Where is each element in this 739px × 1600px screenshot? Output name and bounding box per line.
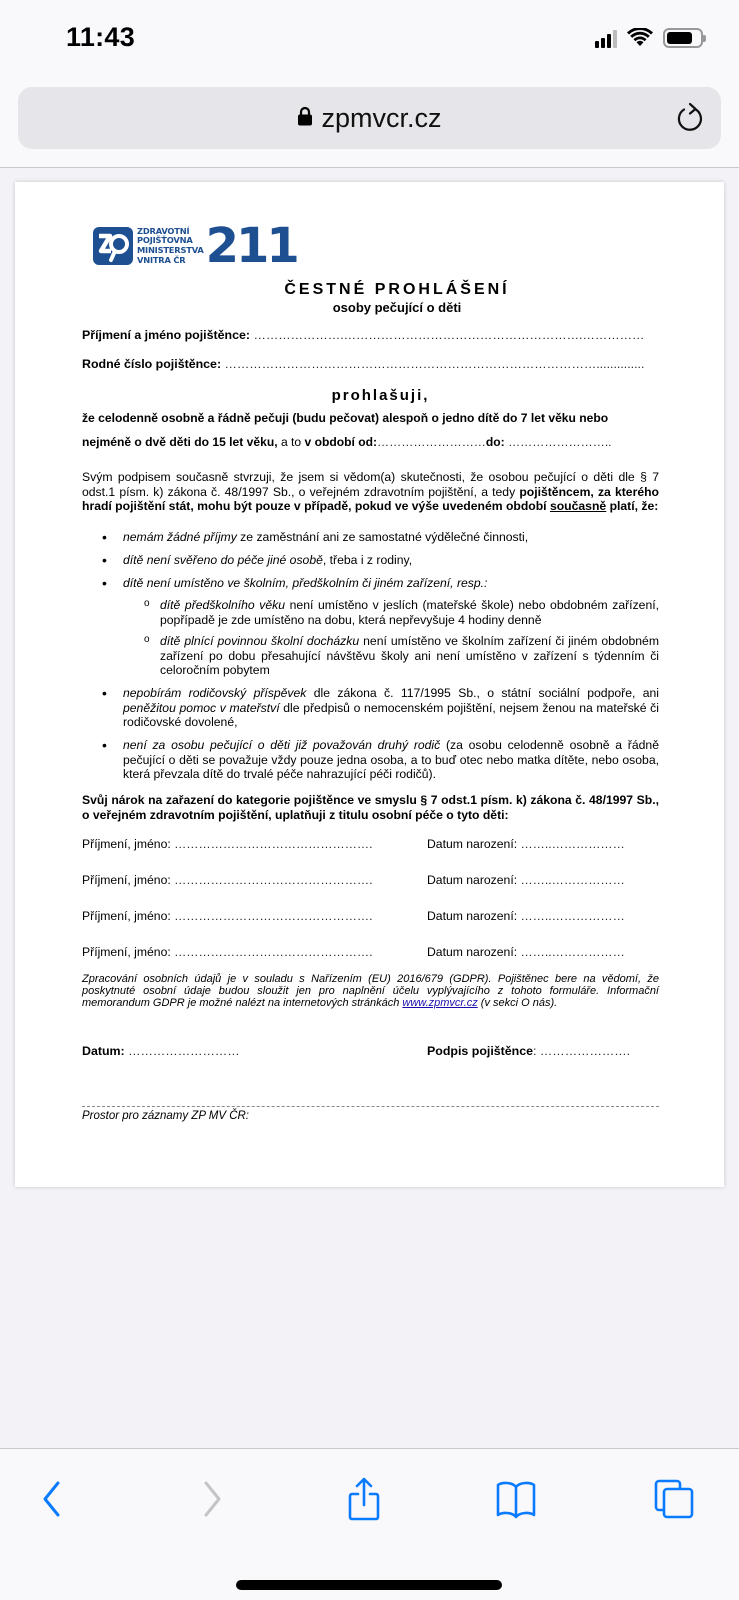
text-italic: nepobírám rodičovský příspěvek [123,686,307,700]
book-icon [494,1479,538,1519]
logo-line: ZDRAVOTNÍ [137,225,190,236]
text-bold: nejméně o dvě děti do 15 let věku, [82,435,278,449]
pdf-document-page [15,182,724,1187]
logo-text [137,227,204,265]
child-row [82,837,662,851]
text: , třeba i z rodiny, [322,553,413,567]
field-label: Příjmení a jméno pojištěnce: [82,328,251,342]
declaration-line-2 [82,435,662,449]
zpmvcr-link[interactable]: www.zpmvcr.cz [402,997,478,1010]
text-underlined: současně [549,499,607,514]
text-italic: dítě plnící povinnou školní docházku [160,634,360,648]
text-italic: dítě není svěřeno do péče jiné osobě [123,553,323,567]
sub-condition-item [160,634,659,678]
period-from-label: v období od: [304,435,378,449]
text: dle zákona č. 117/1995 Sb., o státní sociální podpoře, ani [306,686,659,700]
child-birth-label: Datum narození: [427,945,518,959]
records-label: Prostor pro záznamy ZP MV ČR: [82,1110,250,1122]
condition-item [123,530,659,545]
signature-label: Podpis pojištěnce [427,1044,534,1058]
child-name-label: Příjmení, jméno: [82,945,171,959]
condition-item [123,576,659,591]
url-text[interactable]: zpmvcr.cz [321,102,442,133]
text: (v sekci O nás). [477,997,558,1010]
claim-paragraph: Svůj nárok na zařazení do kategorie pojištěnce ve smyslu § 7 odst.1 písm. k) zákona č. 48/1997 Sb., o veřejném zdravotním pojištění, uplatňuji z titulu osobní péče o tyto děti: [82,793,659,822]
document-subtitle: osoby pečující o děti [332,300,462,315]
child-birth-label: Datum narození: [427,909,518,923]
text: Zpracování osobních údajů je v souladu s Nařízením (EU) 2016/679 (GDPR). Pojištěnec bere na vědomí, že poskytnuté osobní údaje budou sloužit jen pro naplnění účelu vyplývajícího z tohoto formuláře. Informační memorandum GDPR je možné nalézt na internetových stránkách [82,973,659,1010]
child-name-label: Příjmení, jméno: [82,837,171,851]
text: (za osobu celodenně osobně a řádně pečující o děti se považuje vždy pouze jedna osoba, a to buď otec nebo matka dítěte, nebo osoba, která převzala dítě do trvalé péče nahrazující péči rodičů). [123,738,659,782]
text-bold: platí, že: [606,499,659,514]
child-birth-blank: ……..……………… [517,873,625,887]
lock-icon [297,106,313,126]
forward-button[interactable] [190,1477,234,1521]
child-name-label: Příjmení, jméno: [82,909,171,923]
document-title: ČESTNÉ PROHLÁŠENÍ [284,281,510,298]
zp-logo-mark-icon [93,227,133,265]
reload-icon[interactable] [673,101,707,135]
text: a to [277,435,305,449]
field-blank: ………………….………………………………………………….…………… [250,328,645,342]
sub-condition-item [160,598,659,627]
child-birth-blank: ……..……………… [517,945,625,959]
child-row [82,909,662,923]
date-blank: ……………………… [124,1044,240,1058]
text: Svým podpisem současně stvrzuji, že jsem si vědom(a) skutečnosti, že osobou pečující o děti dle § 7 odst.1 písm. k) zákona č. 48/1997 Sb., o veřejném zdravotním pojištění, a tedy [82,470,659,499]
declaration-line-1: že celodenně osobně a řádně pečuji (budu pečovat) alespoň o jedno dítě do 7 let věku nebo [82,411,609,425]
browser-bottom-toolbar [0,1448,739,1600]
child-name-blank: …………………………………………. [170,945,373,959]
text-italic: dítě není umístěno ve školním, předškolním či jiném zařízení, resp.: [123,576,488,590]
child-birth-label: Datum narození: [427,837,518,851]
logo-line: VNITRA ČR [137,254,186,265]
text-italic: není za osobu pečující o děti již považován druhý rodič [123,738,441,752]
confirmation-paragraph [82,470,659,514]
text: dle předpisů o nemocenském pojištění, nejsem ženou na mateřské či rodičovské dovolené, [123,700,659,730]
period-to-label: do: [485,435,505,449]
insurer-logo [93,218,297,274]
records-divider [82,1106,659,1107]
period-from-blank: ……………………… [377,435,486,449]
child-row [82,873,662,887]
tabs-button[interactable] [652,1477,696,1521]
address-bar[interactable] [18,87,721,149]
child-name-blank: …………………………………………. [170,837,373,851]
status-icons [595,28,703,48]
text-italic: peněžitou pomoc v mateřství [123,700,280,715]
birth-number-field [82,357,662,371]
condition-item [123,686,659,730]
child-birth-blank: ……..……………… [517,837,625,851]
text: ze zaměstnání ani ze samostatné výdělečné činnosti, [236,530,529,544]
signature-blank: : …………………. [533,1044,631,1058]
condition-item [123,553,659,568]
share-icon [346,1477,382,1521]
date-label: Datum: [82,1044,125,1058]
insured-name-field [82,328,662,342]
logo-number: 211 [205,218,297,274]
child-row [82,945,662,959]
signature-row [82,1044,662,1058]
child-birth-blank: ……..……………… [517,909,625,923]
condition-item [123,738,659,782]
field-label: Rodné číslo pojištěnce: [82,357,222,371]
share-button[interactable] [342,1477,386,1521]
battery-icon [663,28,703,48]
browser-top-chrome [0,0,739,168]
gdpr-notice [82,973,659,1010]
child-name-blank: …………………………………………. [170,873,373,887]
cellular-signal-icon [595,28,617,48]
wifi-icon [627,28,653,48]
child-name-blank: …………………………………………. [170,909,373,923]
declaration-heading: prohlašuji, [331,387,430,404]
text-italic: dítě předškolního věku [160,598,286,612]
text-italic: nemám žádné příjmy [123,530,237,544]
child-name-label: Příjmení, jméno: [82,873,171,887]
logo-line: POJIŠŤOVNA [137,235,193,246]
text: není umístěno v jeslích (mateřské škole) nebo obdobném zařízení, popřípadě je zde umístěno na dobu, která nepřevyšuje 4 hodiny denně [160,598,659,627]
chevron-right-icon [200,1479,224,1519]
back-button[interactable] [30,1477,74,1521]
text: není umístěno ve školním zařízení či jiném obdobném zařízení po dobu přesahující návštěvu školy ani není umístěno v zařízení s týdenním či celoročním pobytem [160,634,659,678]
text-bold: pojištěncem, za kterého hradí pojištění stát, mohu být pouze v případě, pokud ve výše uvedeném období [82,484,659,514]
home-indicator [236,1580,502,1590]
status-time: 11:43 [66,22,136,52]
child-birth-label: Datum narození: [427,873,518,887]
period-to-blank: …………………….. [504,435,612,449]
chevron-left-icon [40,1479,64,1519]
logo-line: MINISTERSTVA [137,245,204,255]
tabs-icon [653,1478,695,1520]
bookmarks-button[interactable] [494,1477,538,1521]
field-blank: ……………………………………………………………………………….............. [221,357,645,371]
